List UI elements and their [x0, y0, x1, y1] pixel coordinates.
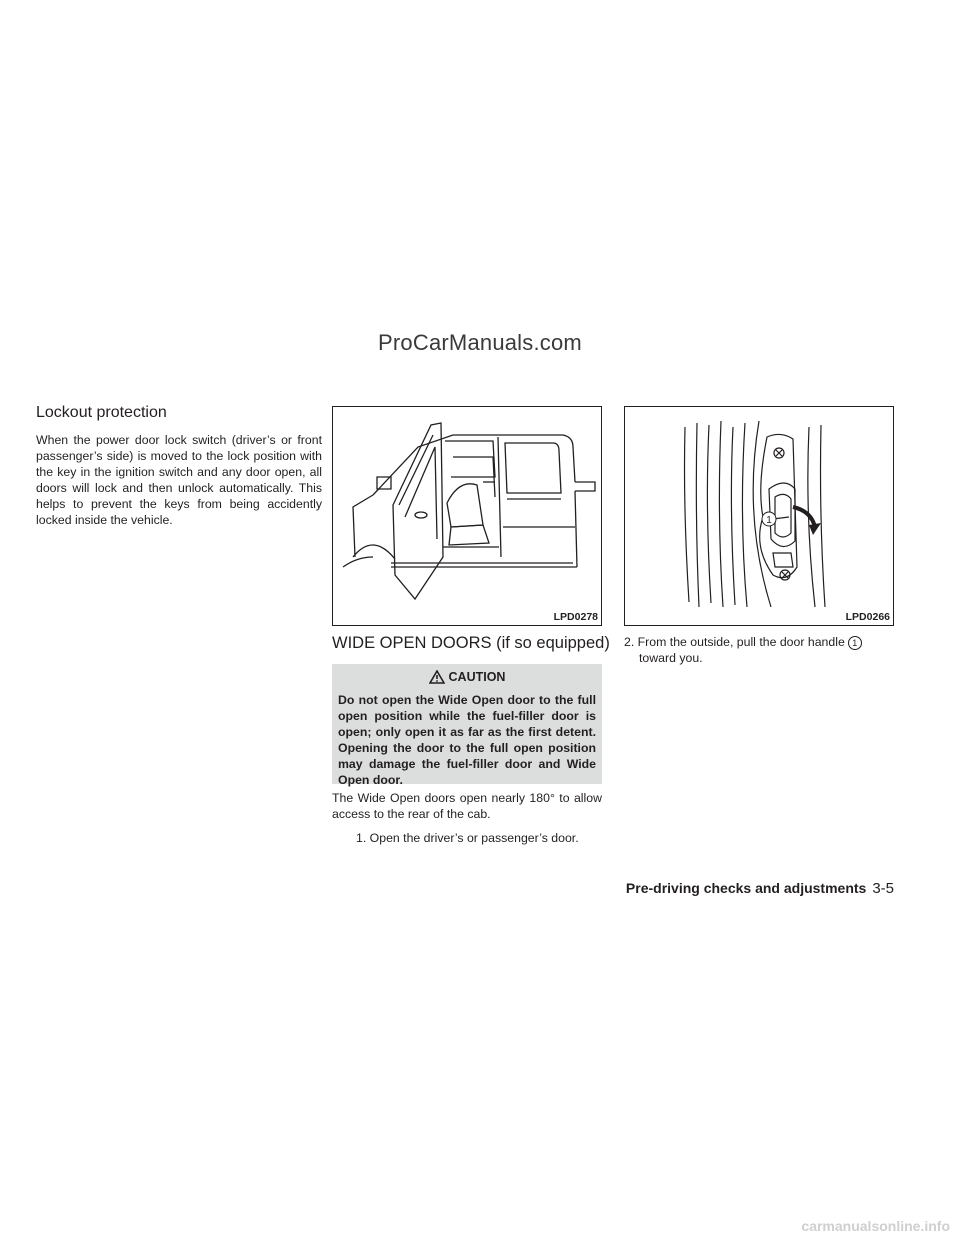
page-number: 3-5 [872, 880, 894, 897]
figure-truck-open-doors [332, 406, 602, 626]
step-2-text-a: 2. From the outside, pull the door handle [624, 635, 845, 649]
door-handle-illustration [625, 407, 894, 626]
truck-illustration [333, 407, 602, 626]
footer-section: Pre-driving checks and adjustments [625, 880, 867, 896]
wide-open-intro: The Wide Open doors open nearly 180° to allow access to the rear of the cab. [332, 791, 602, 821]
step-1: 1. Open the driver’s or passenger’s door. [356, 831, 579, 845]
caution-box [332, 664, 602, 787]
watermark-bottom: carmanualsonline.info [801, 1218, 950, 1234]
caution-body: Do not open the Wide Open door to the full open position while the fuel-filler door is open; only open it as far as the first detent. Opening the door to the full open position may damage the fuel-filler door and Wide Open door. [338, 693, 596, 787]
caution-title: CAUTION [448, 670, 506, 684]
lockout-title: Lockout protection [36, 404, 167, 421]
page-footer [0, 880, 894, 897]
figure-door-handle [624, 406, 894, 626]
step-2 [624, 634, 894, 666]
lockout-body: When the power door lock switch (driver’s or front passenger’s side) is moved to the lock position with the key in the ignition switch and any door open, all doors will lock and then unlock automatically. This helps to prevent the keys from being accidently locked inside the vehicle. [36, 433, 322, 527]
figure-code: LPD0266 [845, 611, 890, 623]
step-2-text-b: toward you. [639, 651, 703, 665]
callout-badge: 1 [848, 636, 862, 650]
caution-header [338, 670, 596, 684]
callout-number: 1 [766, 515, 772, 526]
watermark-top: ProCarManuals.com [378, 330, 582, 355]
wide-open-heading: WIDE OPEN DOORS (if so equipped) [332, 634, 610, 652]
figure-code: LPD0278 [553, 611, 598, 623]
warning-triangle-icon [429, 670, 445, 684]
